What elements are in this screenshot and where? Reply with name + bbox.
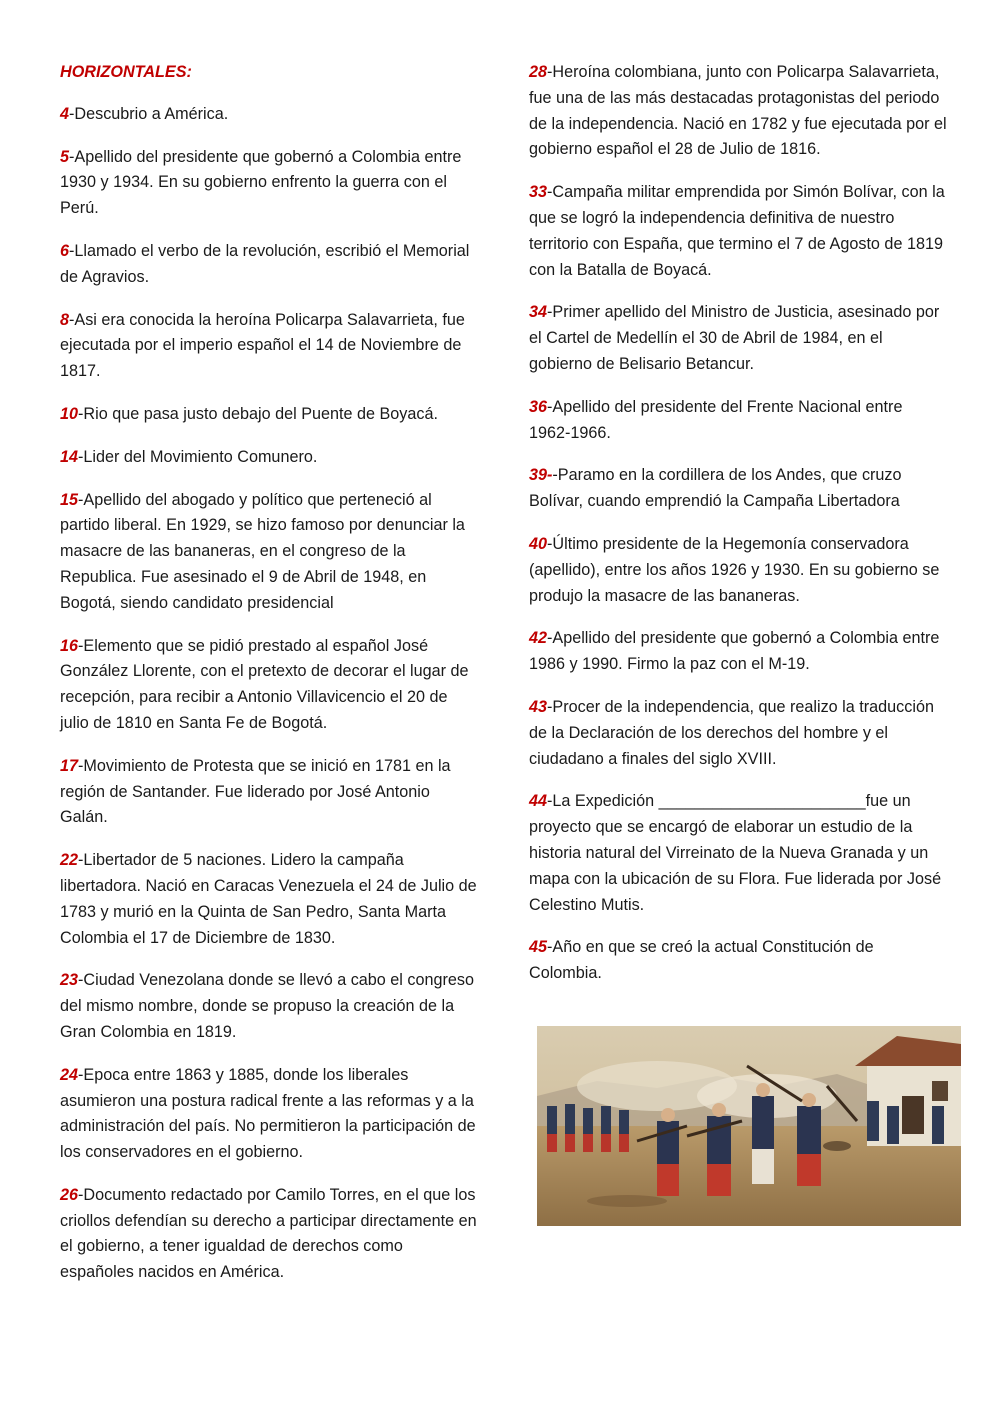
clue-text: -Último presidente de la Hegemonía conservadora (apellido), entre los años 1926 y 1930. En su gobierno se produjo la masacre de las bananeras.	[529, 534, 940, 605]
clue-number: 14	[60, 447, 79, 466]
clue-number: 17	[60, 756, 79, 775]
clue-16	[60, 634, 478, 737]
clue-40	[529, 532, 947, 609]
clue-number: 8	[60, 310, 70, 329]
clue-23	[60, 968, 478, 1045]
left-column	[60, 60, 478, 1303]
clue-number: 44	[529, 792, 548, 811]
clue-number: 36	[529, 397, 548, 416]
clue-45	[529, 935, 947, 987]
clue-text: -Movimiento de Protesta que se inició en 1781 en la región de Santander. Fue liderado por José Antonio Galán.	[60, 756, 451, 827]
clue-text: -Epoca entre 1863 y 1885, donde los liberales asumieron una postura radical frente a las reformas y a la administración del país. No permitieron la participación de los conservadores en el gobierno.	[60, 1065, 476, 1162]
clue-number: 26	[60, 1185, 79, 1204]
clue-text: -Apellido del presidente que gobernó a Colombia entre 1930 y 1934. En su gobierno enfrento la guerra con el Perú.	[60, 147, 462, 218]
clue-text: -Apellido del presidente del Frente Nacional entre 1962-1966.	[529, 397, 903, 442]
clue-text: -Documento redactado por Camilo Torres, en el que los criollos defendían su derecho a participar directamente en el gobierno, a tener igualdad de derechos como españoles nacidos en América.	[60, 1185, 477, 1282]
clue-28	[529, 60, 947, 163]
clue-33	[529, 180, 947, 283]
clue-number: 28	[529, 63, 548, 81]
clue-15	[60, 488, 478, 617]
clue-text: -Heroína colombiana, junto con Policarpa Salavarrieta, fue una de las más destacadas protagonistas del periodo de la independencia. Nació en 1782 y fue ejecutada por el gobierno español el 28 de Julio de 1816.	[529, 63, 947, 159]
clue-39	[529, 463, 947, 515]
clue-number: 22	[60, 851, 79, 870]
clue-42	[529, 626, 947, 678]
clue-text: -Apellido del abogado y político que perteneció al partido liberal. En 1929, se hizo famoso por denunciar la masacre de las bananeras, en el congreso de la Republica. Fue asesinado el 9 de Abril de 1948, en Bogotá, siendo candidato presidencial	[60, 490, 465, 612]
clue-number: 43	[529, 697, 548, 716]
section-heading: HORIZONTALES:	[60, 63, 192, 81]
clue-text: -Libertador de 5 naciones. Lidero la campaña libertadora. Nació en Caracas Venezuela el 24 de Julio de 1783 y murió en la Quinta de San Pedro, Santa Marta Colombia el 17 de Diciembre de 1830.	[60, 851, 477, 947]
clue-text: -Elemento que se pidió prestado al español José González Llorente, con el pretexto de decorar el lugar de recepción, para recibir a Antonio Villavicencio el 20 de julio de 1810 en Santa Fe de Bogotá.	[60, 636, 469, 732]
clue-text: -Paramo en la cordillera de los Andes, que cruzo Bolívar, cuando emprendió la Campaña Libertadora	[529, 466, 902, 511]
clue-number: 23	[60, 971, 79, 990]
right-column	[529, 60, 947, 1004]
clue-4	[60, 102, 478, 128]
clue-34	[529, 300, 947, 377]
battle-painting	[537, 1026, 961, 1226]
clue-number: 10	[60, 404, 79, 423]
clue-number: 15	[60, 490, 79, 509]
clue-6	[60, 239, 478, 291]
clue-text: -Descubrio a América.	[69, 104, 229, 123]
clue-text: -Asi era conocida la heroína Policarpa Salavarrieta, fue ejecutada por el imperio español el 14 de Noviembre de 1817.	[60, 310, 465, 381]
clue-text: -Año en que se creó la actual Constitución de Colombia.	[529, 938, 874, 983]
clue-number: 34	[529, 303, 548, 322]
clue-number: 5	[60, 147, 70, 166]
clue-14	[60, 445, 478, 471]
clue-number: 45	[529, 938, 548, 957]
clue-text: -Procer de la independencia, que realizo la traducción de la Declaración de los derechos del hombre y el ciudadano a finales del siglo XVIII.	[529, 697, 934, 768]
clue-5	[60, 145, 478, 222]
clue-36	[529, 395, 947, 447]
clue-text: -Primer apellido del Ministro de Justicia, asesinado por el Cartel de Medellín el 30 de Abril de 1984, en el gobierno de Belisario Betancur.	[529, 303, 940, 373]
clue-44	[529, 789, 947, 918]
clue-number: 42	[529, 629, 548, 648]
clue-10	[60, 402, 478, 428]
clue-26	[60, 1183, 478, 1286]
clue-24	[60, 1063, 478, 1166]
clue-17	[60, 754, 478, 831]
clue-text: -Campaña militar emprendida por Simón Bolívar, con la que se logró la independencia definitiva de nuestro territorio con España, que termino el 7 de Agosto de 1819 con la Batalla de Boyacá.	[529, 183, 945, 279]
clue-number: 40	[529, 534, 548, 553]
clue-number: 6	[60, 241, 70, 260]
clue-number: 16	[60, 636, 79, 655]
clue-43	[529, 695, 947, 772]
clue-number: 33	[529, 183, 548, 202]
clue-text: -Apellido del presidente que gobernó a Colombia entre 1986 y 1990. Firmo la paz con el M-19.	[529, 629, 940, 674]
clue-text: -Llamado el verbo de la revolución, escribió el Memorial de Agravios.	[60, 241, 470, 286]
clue-number: 4	[60, 104, 70, 123]
clue-text: -Rio que pasa justo debajo del Puente de Boyacá.	[78, 404, 438, 423]
clue-22	[60, 848, 478, 951]
clue-text: -Ciudad Venezolana donde se llevó a cabo el congreso del mismo nombre, donde se propuso la creación de la Gran Colombia en 1819.	[60, 971, 474, 1041]
clue-text: -La Expedición _______________________fue un proyecto que se encargó de elaborar un estudio de la historia natural del Virreinato de la Nueva Granada y un mapa con la ubicación de su Flora. Fue liderada por José Celestino Mutis.	[529, 792, 942, 914]
clue-text: -Lider del Movimiento Comunero.	[78, 447, 318, 466]
clue-number: 24	[60, 1065, 79, 1084]
clue-8	[60, 308, 478, 385]
clue-number: 39-	[529, 466, 553, 485]
